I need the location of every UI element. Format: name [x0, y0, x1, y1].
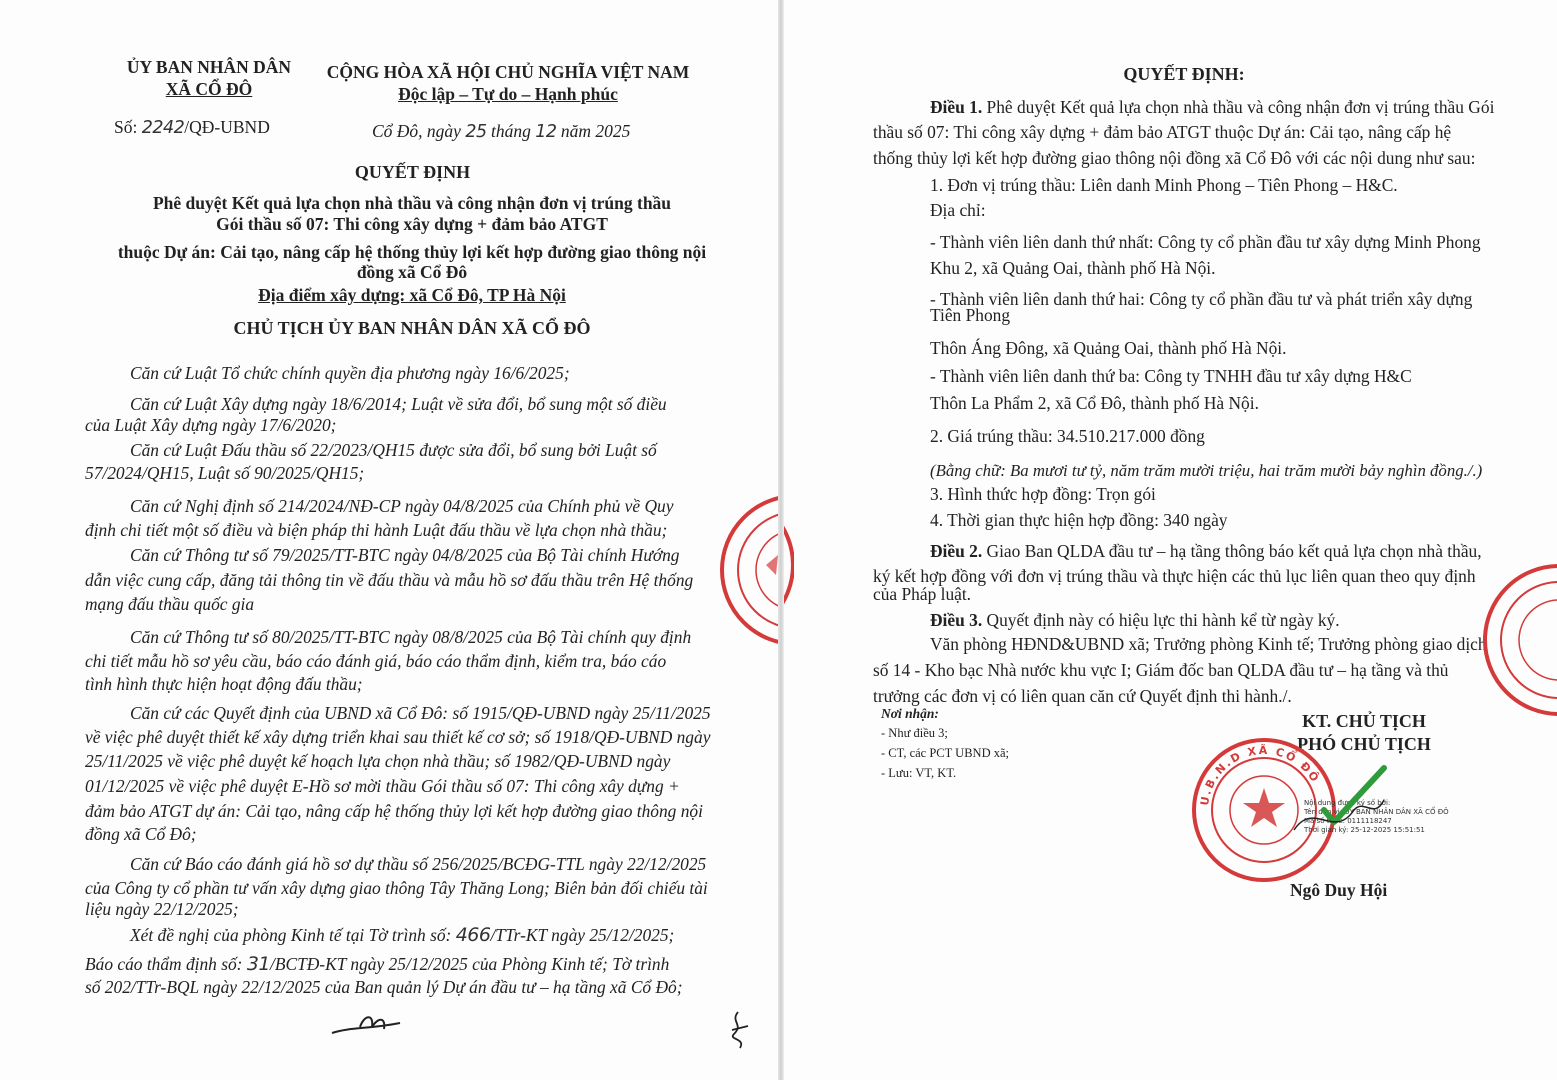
initials-mark	[718, 1008, 758, 1056]
seal-text: U.B.N.D XÃ CỔ ĐÔ	[1198, 743, 1323, 807]
member-3: - Thành viên liên danh thứ ba: Công ty TNHH đầu tư xây dựng H&C	[930, 366, 1412, 386]
price-in-words: (Bằng chữ: Ba mươi tư tỷ, năm trăm mười triệu, hai trăm mười bảy nghìn đồng./.)	[930, 461, 1483, 480]
construction-location: Địa điểm xây dựng: xã Cổ Đô, TP Hà Nội	[258, 285, 566, 305]
basis-line: Căn cứ các Quyết định của UBND xã Cổ Đô: số 1915/QĐ-UBND ngày 25/11/2025	[130, 703, 711, 723]
member-3-address: Thôn La Phẩm 2, xã Cổ Đô, thành phố Hà Nội.	[930, 393, 1259, 413]
member-1: - Thành viên liên danh thứ nhất: Công ty cổ phần đầu tư xây dựng Minh Phong	[930, 232, 1481, 252]
signer-title-1: KT. CHỦ TỊCH	[1302, 711, 1426, 731]
stamp-half-left	[718, 485, 778, 655]
winning-bidder: 1. Đơn vị trúng thầu: Liên danh Minh Phong – Tiên Phong – H&C.	[930, 175, 1398, 195]
winning-price: 2. Giá trúng thầu: 34.510.217.000 đồng	[930, 426, 1205, 446]
page-left	[0, 0, 778, 1080]
handwritten-number: 2242	[141, 118, 185, 138]
agency-line2: XÃ CỔ ĐÔ	[165, 79, 253, 99]
proposal-line-3: số 202/TTr-BQL ngày 22/12/2025 của Ban quản lý Dự án đầu tư – hạ tầng xã Cổ Đô;	[85, 977, 683, 997]
basis-line: Căn cứ Nghị định số 214/2024/NĐ-CP ngày 04/8/2025 của Chính phủ về Quy	[130, 496, 674, 516]
subject-line-1: Phê duyệt Kết quả lựa chọn nhà thầu và công nhận đơn vị trúng thầu	[152, 193, 672, 213]
basis-line: đồng xã Cổ Đô;	[85, 824, 197, 844]
basis-line: 01/12/2025 về việc phê duyệt E-Hồ sơ mời thầu Gói thầu số 07: Thi công xây dựng +	[85, 776, 680, 796]
signer-title-2: PHÓ CHỦ TỊCH	[1297, 734, 1431, 754]
contract-form: 3. Hình thức hợp đồng: Trọn gói	[930, 484, 1156, 504]
basis-line: Căn cứ Thông tư số 79/2025/TT-BTC ngày 04/8/2025 của Bộ Tài chính Hướng	[130, 545, 680, 565]
member-2-address: Thôn Áng Đông, xã Quảng Oai, thành phố Hà Nội.	[930, 338, 1287, 358]
proposal-line-1: Xét đề nghị của phòng Kinh tế tại Tờ trình số: 466/TTr-KT ngày 25/12/2025;	[130, 924, 675, 946]
basis-line: của Luật Xây dựng ngày 17/6/2020;	[85, 415, 337, 435]
article-3-line: Điều 3. Quyết định này có hiệu lực thi hành kể từ ngày ký.	[930, 610, 1340, 630]
national-motto: Độc lập – Tự do – Hạnh phúc	[398, 84, 618, 104]
article-2-line: của Pháp luật.	[873, 584, 972, 604]
recipient-item: - Lưu: VT, KT.	[881, 766, 957, 780]
member-2-name: Tiên Phong	[930, 305, 1011, 325]
article-3-line: trưởng các đơn vị có liên quan căn cứ Quyết định thi hành./.	[873, 686, 1292, 706]
article-3-line: Văn phòng HĐND&UBND xã; Trưởng phòng Kinh tế; Trưởng phòng giao dịch	[930, 634, 1487, 654]
basis-line: liệu ngày 22/12/2025;	[85, 899, 239, 919]
basis-line: 25/11/2025 về việc phê duyệt kế hoạch lựa chọn nhà thầu; số 1982/QĐ-UBND ngày	[85, 751, 671, 771]
basis-line: mạng đấu thầu quốc gia	[85, 594, 255, 614]
initials-mark	[330, 1005, 410, 1041]
page-right	[784, 0, 1557, 1080]
basis-line: Căn cứ Luật Đấu thầu số 22/2023/QH15 được sửa đổi, bổ sung bởi Luật số	[130, 440, 657, 460]
article-1-line: thầu số 07: Thi công xây dựng + đảm bảo ATGT thuộc Dự án: Cải tạo, nâng cấp hệ	[873, 122, 1452, 142]
address-label: Địa chỉ:	[930, 200, 986, 220]
basis-line: Căn cứ Thông tư số 80/2025/TT-BTC ngày 08/8/2025 của Bộ Tài chính quy định	[130, 627, 692, 647]
basis-line: chi tiết mẫu hồ sơ yêu cầu, báo cáo đánh giá, báo cáo thẩm định, kiểm tra, báo cáo	[85, 651, 667, 671]
subject-line-2: Gói thầu số 07: Thi công xây dựng + đảm bảo ATGT	[216, 214, 608, 234]
digital-signature-line: Mã số thuế: 0111118247	[1304, 817, 1392, 825]
subject-line-4: đồng xã Cổ Đô	[356, 262, 468, 282]
digital-signature-line: Thời gian ký: 25-12-2025 15:51:51	[1304, 826, 1425, 834]
basis-line: Căn cứ Báo cáo đánh giá hồ sơ dự thầu số 256/2025/BCĐG-TTL ngày 22/12/2025	[130, 854, 707, 874]
article-2-line: Điều 2. Giao Ban QLDA đầu tư – hạ tầng thông báo kết quả lựa chọn nhà thầu,	[930, 541, 1482, 561]
decision-heading: QUYẾT ĐỊNH:	[1123, 64, 1245, 84]
document-number: Số: 2242/QĐ-UBND	[114, 117, 270, 138]
place-date: Cổ Đô, ngày 25 tháng 12 năm 2025	[372, 121, 631, 142]
article-2-line: ký kết hợp đồng với đơn vị trúng thầu và thực hiện các thủ lục liên quan theo quy định	[873, 566, 1476, 586]
basis-line: dẫn việc cung cấp, đăng tải thông tin về đấu thầu và mẫu hồ sơ đấu thầu trên Hệ thống	[85, 570, 694, 590]
digital-signature-line: Tên đơn vị: ỦY BAN NHÂN DÂN XÃ CỔ ĐÔ	[1304, 808, 1449, 816]
stamp-half-right	[1464, 555, 1557, 725]
member-2: - Thành viên liên danh thứ hai: Công ty cổ phần đầu tư và phát triển xây dựng	[930, 289, 1473, 309]
basis-line: của Công ty cổ phần tư vấn xây dựng giao thông Tây Thăng Long; Biên bản đối chiếu tài	[85, 878, 708, 898]
basis-line: về việc phê duyệt thiết kế xây dựng triển khai sau thiết kế cơ sở; số 1918/QĐ-UBND ngày	[85, 727, 711, 747]
basis-line: 57/2024/QH15, Luật số 90/2025/QH15;	[85, 463, 365, 483]
basis-line: đảm bảo ATGT dự án: Cải tạo, nâng cấp hệ thống thủy lợi kết hợp đường giao thông nội	[85, 801, 703, 821]
article-1-line: Điều 1. Phê duyệt Kết quả lựa chọn nhà thầu và công nhận đơn vị trúng thầu Gói	[930, 97, 1495, 117]
contract-duration: 4. Thời gian thực hiện hợp đồng: 340 ngày	[930, 510, 1228, 530]
national-title: CỘNG HÒA XÃ HỘI CHỦ NGHĨA VIỆT NAM	[326, 62, 690, 82]
proposal-line-2: Báo cáo thẩm định số: 31/BCTĐ-KT ngày 25/12/2025 của Phòng Kinh tế; Tờ trình	[85, 953, 670, 975]
article-3-line: số 14 - Kho bạc Nhà nước khu vực I; Giám đốc ban QLDA đầu tư – hạ tầng và thủ	[873, 660, 1449, 680]
signature-check-icon	[1254, 760, 1414, 850]
stamp-fragment	[784, 480, 794, 650]
digital-signature-line: Nội dung được ký số bởi:	[1304, 799, 1391, 807]
signer-name: Ngô Duy Hội	[1290, 880, 1388, 900]
subject-line-3: thuộc Dự án: Cải tạo, nâng cấp hệ thống thủy lợi kết hợp đường giao thông nội	[117, 242, 707, 262]
basis-line: Căn cứ Luật Tổ chức chính quyền địa phương ngày 16/6/2025;	[130, 363, 570, 383]
recipient-item: - CT, các PCT UBND xã;	[881, 746, 1009, 760]
basis-line: tình hình thực hiện hoạt động đấu thầu;	[85, 674, 363, 694]
basis-line: Căn cứ Luật Xây dựng ngày 18/6/2014; Luật về sửa đổi, bổ sung một số điều	[130, 394, 667, 414]
agency-line1: ỦY BAN NHÂN DÂN	[126, 57, 292, 77]
recipients-label: Nơi nhận:	[881, 706, 939, 721]
issuing-authority: CHỦ TỊCH ỦY BAN NHÂN DÂN XÃ CỔ ĐÔ	[233, 318, 591, 338]
member-1-address: Khu 2, xã Quảng Oai, thành phố Hà Nội.	[930, 258, 1216, 278]
recipient-item: - Như điều 3;	[881, 726, 948, 740]
article-1-line: thống thủy lợi kết hợp đường giao thông nội đồng xã Cổ Đô với các nội dung như sau:	[873, 148, 1476, 168]
document-title: QUYẾT ĐỊNH	[354, 162, 471, 182]
basis-line: định chi tiết một số điều và biện pháp thi hành Luật đấu thầu về lựa chọn nhà thầu;	[85, 520, 668, 540]
